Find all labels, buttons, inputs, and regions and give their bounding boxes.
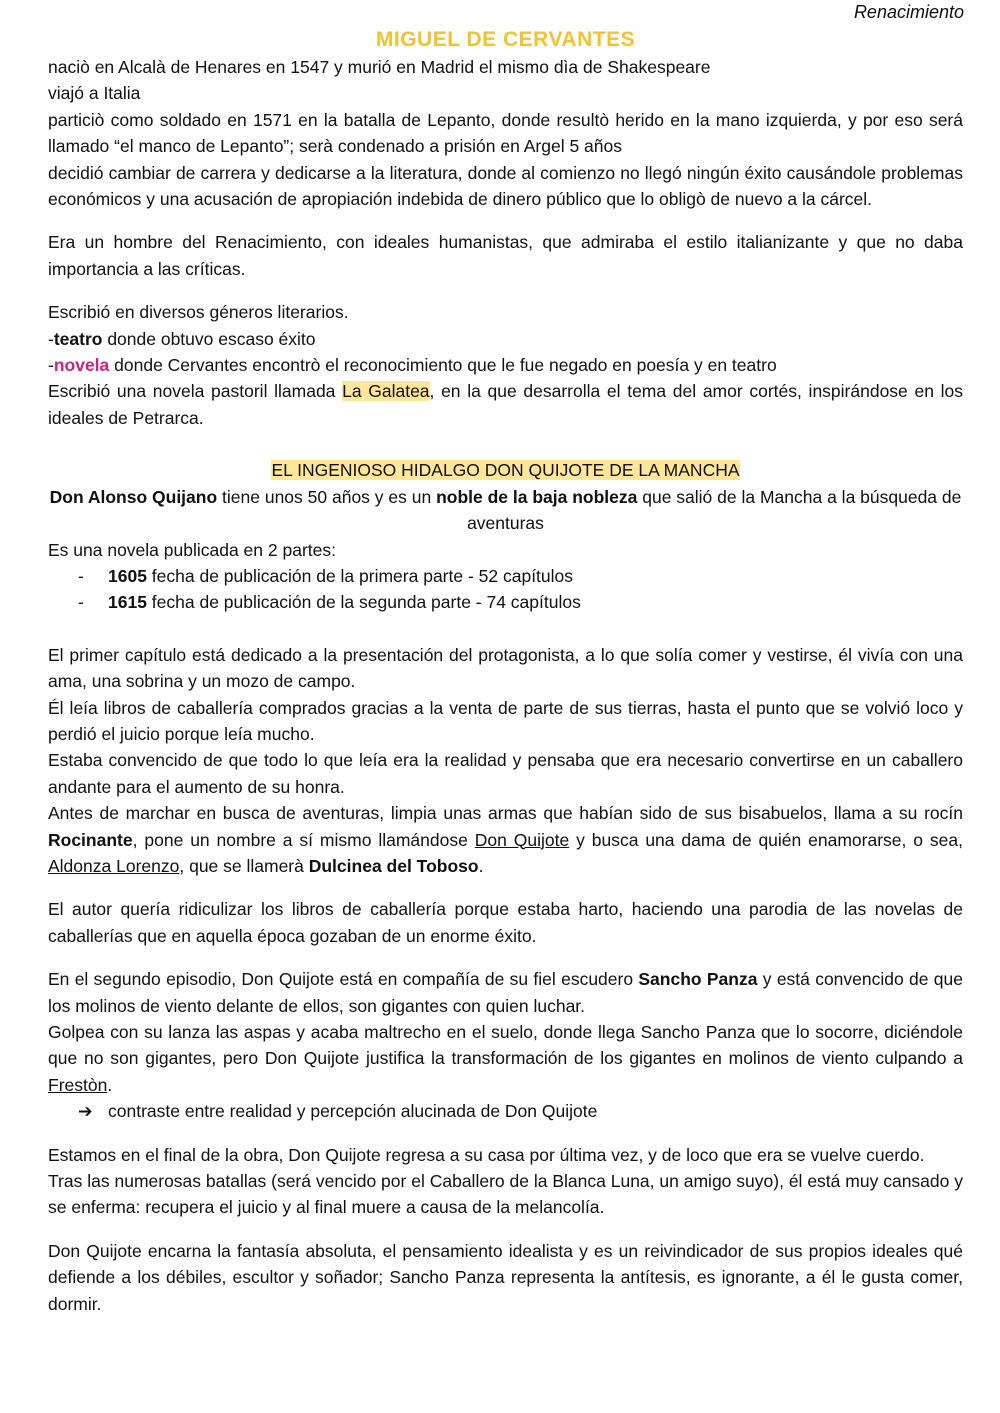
nobility-text: noble de la baja nobleza bbox=[436, 486, 638, 507]
quijote-intro bbox=[48, 484, 963, 537]
episode2-p2 bbox=[48, 1019, 963, 1098]
chapter-one-block bbox=[48, 642, 963, 880]
section-tag: Renacimiento bbox=[853, 2, 964, 22]
episode2-text-c: Golpea con su lanza las aspas y acaba maltrecho en el suelo, donde llega Sancho Panza que lo socorre, diciéndole que no son gigantes, pero Don Quijote justifica la transformación de los gigantes en molinos de viento culpando a bbox=[48, 1022, 963, 1069]
bio-literature: decidió cambiar de carrera y dedicarse a la literatura, donde al comienzo no llegó ningún éxito causándole problemas económicos y una acusación de apropiación indebida de dinero público que lo obligò de nuevo a la cárcel. bbox=[48, 162, 963, 210]
chapter1-p3: Estaba convencido de que todo lo que leía era la realidad y pensaba que era necesario convertirse en un caballero andante para el aumento de su honra. bbox=[48, 750, 963, 797]
list-item bbox=[48, 589, 963, 615]
episode2-text-a: En el segundo episodio, Don Quijote está en compañía de su fiel escudero bbox=[48, 969, 639, 990]
quijote-heading-line bbox=[48, 457, 963, 483]
page-title: MIGUEL DE CERVANTES bbox=[375, 28, 636, 51]
protagonist-name: Don Alonso Quijano bbox=[49, 486, 218, 507]
parts-list bbox=[48, 563, 963, 616]
chapter1-p1: El primer capítulo está dedicado a la presentación del protagonista, a lo que solía comer y vestirse, él vivía con una ama, una sobrina y un mozo de campo. bbox=[48, 644, 963, 692]
author-paragraph: El autor quería ridiculizar los libros de caballería porque estaba harto, haciendo una parodia de las novelas de caballerías que en aquella época gozaban de un enorme éxito. bbox=[48, 899, 963, 946]
genre-teatro-word: teatro bbox=[53, 328, 103, 349]
chapter1-p2: Él leía libros de caballería comprados gracias a la venta de parte de sus tierras, hasta el punto que se volvió loco y perdió el juicio porque leía mucho. bbox=[48, 697, 963, 744]
intro-end: que salió de la Mancha a la búsqueda de aventuras bbox=[467, 486, 962, 534]
bio-birth: naciò en Alcalà de Henares en 1547 y murió en Madrid el mismo dìa de Shakespeare bbox=[48, 57, 711, 77]
freston-name: Frestòn bbox=[48, 1074, 108, 1095]
episode2-text-b: y está convencido de que los molinos de viento delante de ellos, son gigantes con quien luchar. bbox=[48, 969, 963, 1016]
renaissance-paragraph: Era un hombre del Renacimiento, con ideales humanistas, que admiraba el estilo italianizante y que no daba importancia a las críticas. bbox=[48, 232, 963, 279]
part-text: fecha de publicación de la segunda parte - 74 capítulos bbox=[146, 592, 581, 613]
episode2-p1 bbox=[48, 966, 963, 1019]
bio-italy: viajó a Italia bbox=[48, 83, 141, 104]
document-body bbox=[48, 26, 963, 1317]
chapter1-p4 bbox=[48, 800, 963, 879]
p4-text-e: . bbox=[478, 855, 484, 876]
p4-text-b: , pone un nombre a sí mismo llamándose bbox=[132, 829, 475, 850]
p4-text-c: y busca una dama de quién enamorarse, o sea, bbox=[569, 829, 963, 850]
genre-teatro bbox=[48, 326, 963, 352]
parts-intro: Es una novela publicada en 2 partes: bbox=[48, 539, 336, 560]
genre-novela-text: donde Cervantes encontrò el reconocimiento que le fue negado en poesía y en teatro bbox=[109, 355, 777, 376]
quijote-section bbox=[48, 457, 963, 615]
contrast-text: contraste entre realidad y percepción alucinada de Don Quijote bbox=[108, 1101, 598, 1122]
genres-intro: Escribió en diversos géneros literarios. bbox=[48, 302, 349, 323]
genre-novela-word: novela bbox=[53, 355, 110, 376]
episode-two-block bbox=[48, 966, 963, 1124]
part-text: fecha de publicación de la primera parte - 52 capítulos bbox=[146, 565, 574, 586]
genre-novela bbox=[48, 352, 963, 378]
list-item bbox=[48, 563, 963, 589]
p4-text-d: , que se llamerà bbox=[179, 855, 309, 876]
biography-block bbox=[48, 54, 963, 212]
rocinante-name: Rocinante bbox=[48, 829, 133, 850]
ending-p2: Tras las numerosas batallas (será vencido por el Caballero de la Blanca Luna, un amigo suyo), él está muy cansado y se enferma: recupera el juicio y al final muere a causa de la melancolía. bbox=[48, 1171, 963, 1218]
sancho-name: Sancho Panza bbox=[638, 969, 758, 990]
aldonza-name: Aldonza Lorenzo bbox=[48, 855, 180, 876]
dash-mark: - bbox=[48, 355, 54, 376]
don-quijote-name: Don Quijote bbox=[474, 829, 570, 850]
intro-mid: tiene unos 50 años y es un bbox=[217, 486, 437, 507]
ending-block bbox=[48, 1142, 963, 1221]
final-paragraph: Don Quijote encarna la fantasía absoluta, el pensamiento idealista y es un reivindicador de sus propios ideales qué defiende a los débiles, escultor y soñador; Sancho Panza representa la antítesis, es ignorante, a él le gusta comer, dormir. bbox=[48, 1240, 963, 1314]
contrast-bullet bbox=[48, 1098, 963, 1124]
bio-lepanto: particiò como soldado en 1571 en la batalla de Lepanto, donde resultò herido en la mano izquierda, y por eso será llamado “el manco de Lepanto”; serà condenado a prisión en Argel 5 años bbox=[48, 109, 963, 157]
genre-teatro-text: donde obtuvo escaso éxito bbox=[102, 328, 316, 349]
part-year: 1615 bbox=[108, 592, 147, 613]
galatea-post: , en la que desarrolla el tema del amor cortés, inspirándose en los ideales de Petrarca. bbox=[48, 381, 963, 428]
dash-mark: - bbox=[48, 328, 54, 349]
part-year: 1605 bbox=[108, 565, 147, 586]
galatea-paragraph bbox=[48, 378, 963, 431]
dash-mark: - bbox=[78, 565, 84, 586]
p4-text-a: Antes de marchar en busca de aventuras, limpia unas armas que habían sido de sus bisabuelos, llama a su rocín bbox=[48, 803, 963, 824]
genres-block bbox=[48, 299, 963, 431]
dulcinea-name: Dulcinea del Toboso bbox=[308, 855, 479, 876]
galatea-pre: Escribió una novela pastoril llamada bbox=[48, 381, 343, 402]
arrow-right-icon: ➔ bbox=[78, 1101, 93, 1122]
episode2-text-d: . bbox=[107, 1074, 113, 1095]
ending-p1: Estamos en el final de la obra, Don Quijote regresa a su casa por última vez, y de loco que era se vuelve cuerdo. bbox=[48, 1144, 925, 1165]
galatea-title: La Galatea bbox=[342, 381, 430, 402]
dash-mark: - bbox=[78, 592, 84, 613]
quijote-heading: EL INGENIOSO HIDALGO DON QUIJOTE DE LA MANCHA bbox=[271, 460, 740, 481]
